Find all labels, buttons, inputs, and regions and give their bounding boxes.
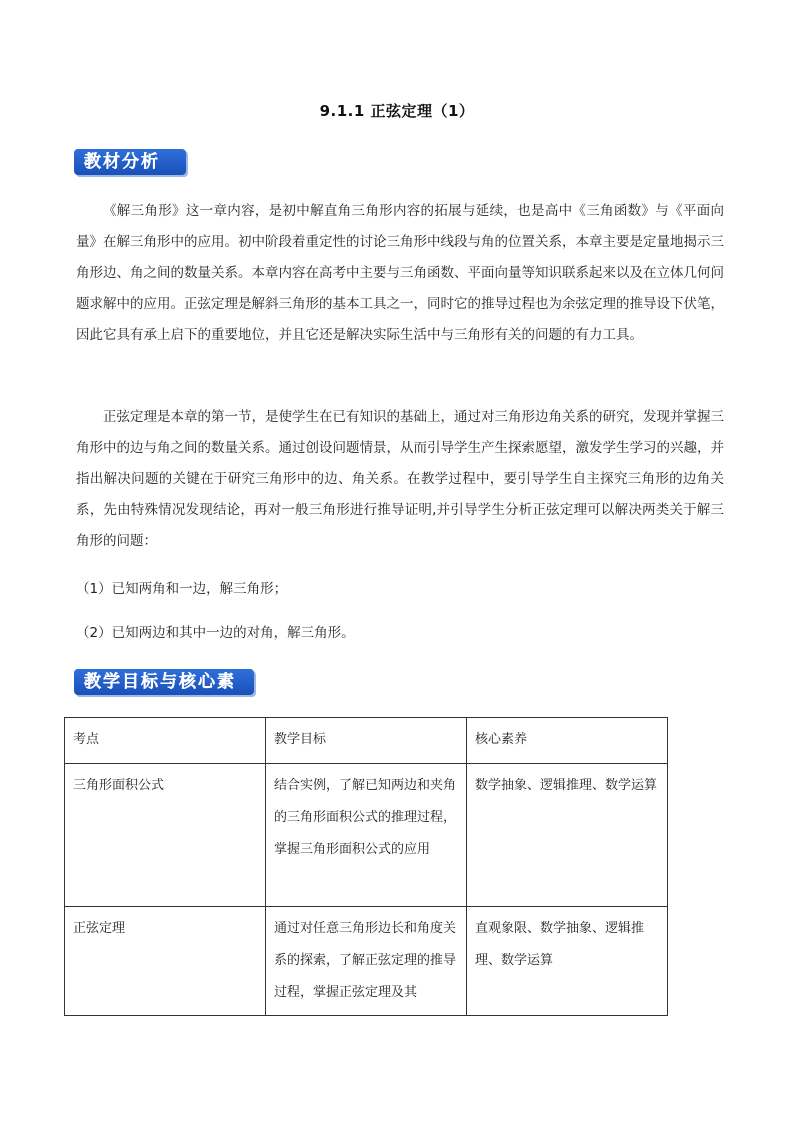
- table-row: [65, 764, 668, 907]
- problem-type-2: （2）已知两边和其中一边的对角，解三角形。: [76, 625, 355, 641]
- analysis-paragraph-2: 正弦定理是本章的第一节，是使学生在已有知识的基础上，通过对三角形边角关系的研究，发现并掌握三角形中的边与角之间的数量关系。通过创设问题情景，从而引导学生产生探索愿望，激发学生学习的兴趣，并指出解决问题的关键在于研究三角形中的边、角关系。在教学过程中，要引导学生自主探究三角形的边角关系，先由特殊情况发现结论，再对一般三角形进行推导证明,并引导学生分析正弦定理可以解决两类关于解三角形的问题：: [76, 409, 724, 549]
- section-heading-analysis: 教材分析: [74, 149, 186, 175]
- table-cell: 数学抽象、逻辑推理、数学运算: [467, 764, 668, 907]
- goals-table: [64, 717, 668, 1016]
- table-header-row: [65, 718, 668, 764]
- problem-type-1: （1）已知两角和一边，解三角形；: [76, 581, 288, 597]
- section-heading-goals: 教学目标与核心素养: [74, 669, 254, 695]
- table-cell: 结合实例，了解已知两边和夹角的三角形面积公式的推理过程，掌握三角形面积公式的应用: [266, 764, 467, 907]
- table-cell: 正弦定理: [65, 907, 266, 1016]
- table-cell: 通过对任意三角形边长和角度关系的探索，了解正弦定理的推导过程，掌握正弦定理及其: [266, 907, 467, 1016]
- analysis-paragraph-1: 《解三角形》这一章内容，是初中解直角三角形内容的拓展与延续，也是高中《三角函数》与《平面向量》在解三角形中的应用。初中阶段着重定性的讨论三角形中线段与角的位置关系，本章主要是定量地揭示三角形边、角之间的数量关系。本章内容在高考中主要与三角函数、平面向量等知识联系起来以及在立体几何问题求解中的应用。正弦定理是解斜三角形的基本工具之一，同时它的推导过程也为余弦定理的推导设下伏笔，因此它具有承上启下的重要地位，并且它还是解决实际生活中与三角形有关的问题的有力工具。: [76, 203, 724, 343]
- table-cell: 三角形面积公式: [65, 764, 266, 907]
- table-cell: 直观象限、数学抽象、逻辑推理、数学运算: [467, 907, 668, 1016]
- table-header-cell: 考点: [65, 718, 266, 764]
- table-row: [65, 907, 668, 1016]
- document-title: 9.1.1 正弦定理（1）: [319, 102, 475, 120]
- table-header-cell: 核心素养: [467, 718, 668, 764]
- table-header-cell: 教学目标: [266, 718, 467, 764]
